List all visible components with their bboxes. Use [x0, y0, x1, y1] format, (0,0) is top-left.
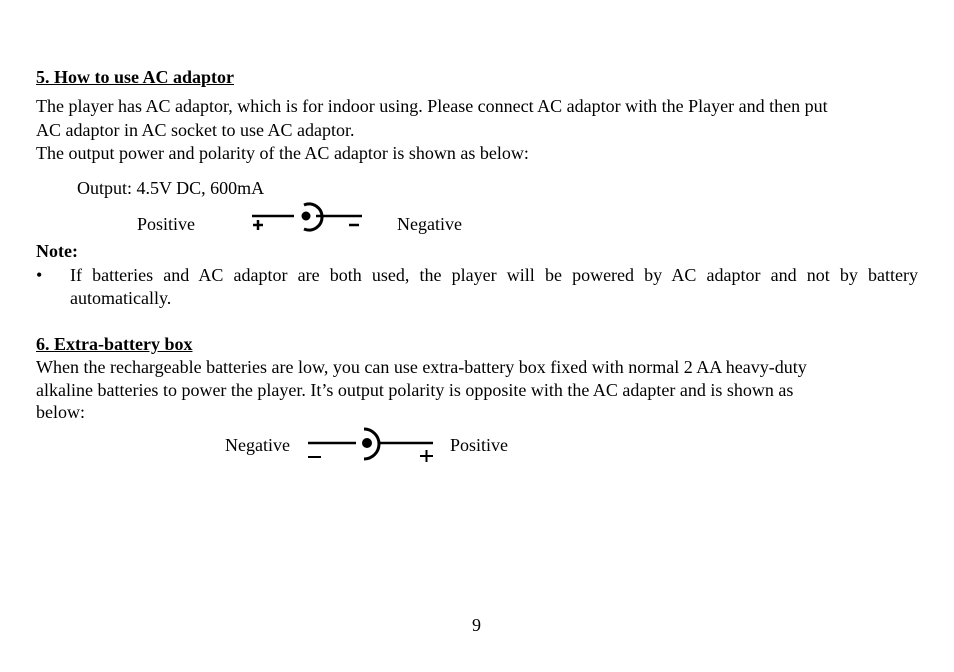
- note-line: If batteries and AC adaptor are both used, the player will be powered by AC adaptor and not by battery: [70, 265, 918, 285]
- output-spec: Output: 4.5V DC, 600mA: [77, 178, 265, 198]
- paragraph-line: When the rechargeable batteries are low, you can use extra-battery box fixed with normal 2 AA heavy-duty: [36, 357, 807, 377]
- polarity-diagram-icon: [250, 200, 366, 236]
- paragraph-line: The player has AC adaptor, which is for indoor using. Please connect AC adaptor with the Player and then put: [36, 96, 828, 116]
- note-line: automatically.: [70, 288, 172, 308]
- paragraph-line: The output power and polarity of the AC adaptor is shown as below:: [36, 143, 529, 163]
- bullet-icon: •: [36, 265, 43, 285]
- paragraph-line: below:: [36, 402, 85, 422]
- polarity-left-label: Positive: [137, 214, 196, 234]
- paragraph-line: AC adaptor in AC socket to use AC adaptor.: [36, 120, 355, 140]
- polarity-left-label: Negative: [225, 435, 290, 455]
- paragraph-line: alkaline batteries to power the player. It’s output polarity is opposite with the AC adapter and is shown as: [36, 380, 794, 400]
- section-heading-ac-adaptor: 5. How to use AC adaptor: [36, 67, 235, 87]
- polarity-diagram-icon: [306, 424, 436, 466]
- note-label: Note:: [36, 241, 78, 261]
- polarity-right-label: Negative: [397, 214, 462, 234]
- page-number: 9: [472, 615, 481, 635]
- section-heading-extra-battery-box: 6. Extra-battery box: [36, 334, 193, 354]
- polarity-right-label: Positive: [450, 435, 509, 455]
